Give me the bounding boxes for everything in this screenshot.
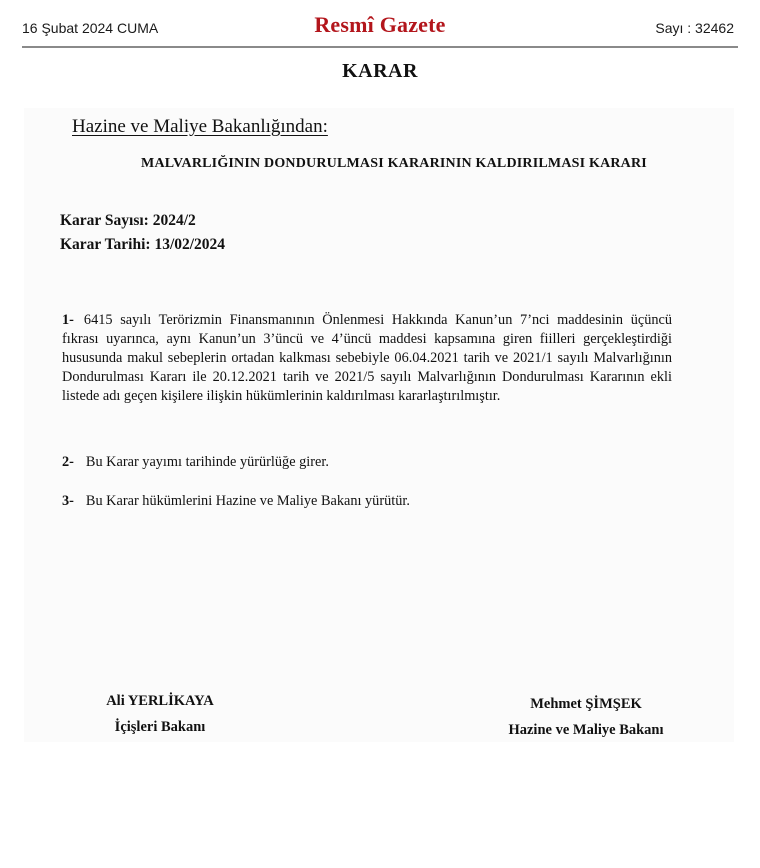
article-text: Bu Karar yayımı tarihinde yürürlüğe girer. [85, 454, 329, 470]
article-text: 6415 sayılı Terörizmin Finansmanının Önlenmesi Hakkında Kanun’un 7’nci maddesinin üçüncü fıkrası uyarınca, aynı Kanun’un 3’üncü ve 4’üncü maddesi kapsamına giren fiilleri gerçekleştirdiği hususunda makul sebeplerin ortadan kalkması sebebiyle 06.04.2021 tarih ve 2021/1 sayılı Malvarlığının Dondurulması Kararı ile 20.12.2021 tarih ve 2021/5 sayılı Malvarlığının Dondurulması Kararının ekli listede adı geçen kişilere ilişkin hükümlerinin kaldırılması kararlaştırılmıştır. [62, 312, 672, 404]
decision-date: Karar Tarihi: 13/02/2024 [60, 236, 226, 253]
article-3 [62, 493, 410, 510]
publication-date: 16 Şubat 2024 CUMA [22, 20, 159, 36]
gazette-title: Resmî Gazete [314, 12, 446, 37]
issue-number: Sayı : 32462 [655, 20, 734, 36]
article-number: 1- [62, 312, 74, 328]
section-title: KARAR [342, 60, 418, 82]
signatory-name: Mehmet ŞİMŞEK [530, 696, 642, 712]
gazette-header [22, 6, 738, 48]
signatory-title: Hazine ve Maliye Bakanı [508, 722, 664, 738]
document-page [24, 108, 734, 742]
decision-number: Karar Sayısı: 2024/2 [60, 212, 196, 229]
signatory-title: İçişleri Bakanı [114, 719, 206, 735]
decision-heading: MALVARLIĞININ DONDURULMASI KARARININ KALDIRILMASI KARARI [141, 156, 647, 171]
signature-finance-minister [486, 691, 686, 743]
article-number: 3- [62, 493, 74, 509]
signature-interior-minister [80, 688, 240, 740]
issuing-ministry: Hazine ve Maliye Bakanlığından: [72, 116, 328, 137]
article-2 [62, 454, 329, 471]
article-1 [62, 311, 672, 406]
signatory-name: Ali YERLİKAYA [106, 693, 214, 709]
article-number: 2- [62, 454, 74, 470]
article-text: Bu Karar hükümlerini Hazine ve Maliye Bakanı yürütür. [85, 493, 410, 509]
